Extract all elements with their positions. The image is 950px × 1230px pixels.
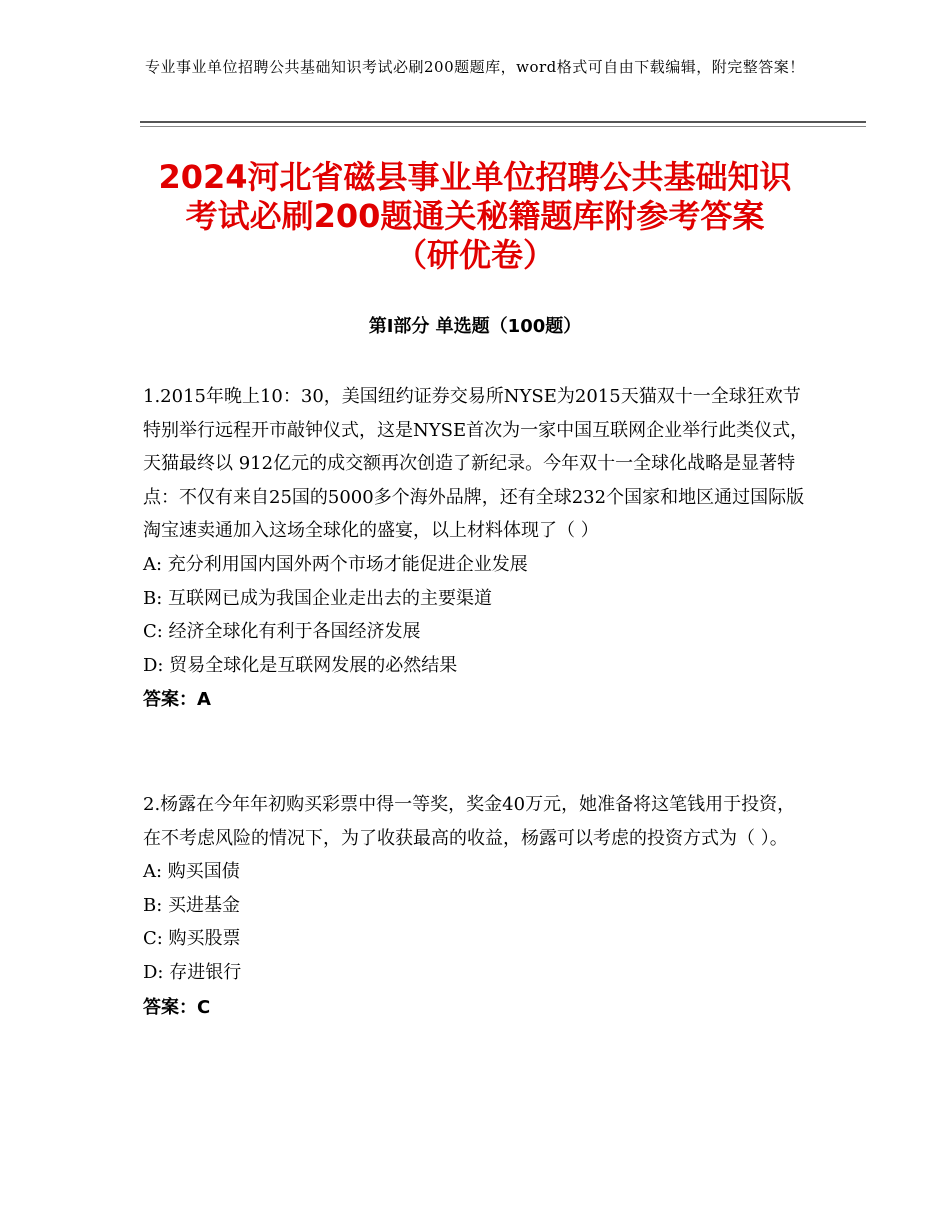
document-title [110,158,840,275]
answer-label: 答案：C [143,996,211,1018]
question-stem: 1.2015年晚上10：30，美国纽约证券交易所NYSE为2015天猫双十一全球狂欢节特别举行远程开市敲钟仪式，这是NYSE首次为一家中国互联网企业举行此类仪式，天猫最终以 912亿元的成交额再次创造了新纪录。今年双十一全球化战略是显著特点：不仅有来自25国的5000多个海外品牌，还有全球232个国家和地区通过国际版淘宝速卖通加入这场全球化的盛宴，以上材料体现了（ ） [143,386,809,542]
header-note: 专业事业单位招聘公共基础知识考试必刷200题题库，word格式可自由下载编辑，附完整答案！ [145,58,805,76]
title-line-3: （研优卷） [394,236,555,274]
option-b: B: 买进基金 [143,894,241,916]
option-d: D: 贸易全球化是互联网发展的必然结果 [143,654,458,676]
option-b: B: 互联网已成为我国企业走出去的主要渠道 [143,587,493,609]
title-line-1: 2024河北省磁县事业单位招聘公共基础知识 [158,158,792,196]
option-a: A: 购买国债 [143,861,240,883]
question-stem: 2.杨露在今年年初购买彩票中得一等奖，奖金40万元，她准备将这笔钱用于投资，在不考虑风险的情况下，为了收获最高的收益，杨露可以考虑的投资方式为（ ）。 [143,794,796,849]
question-2 [143,788,813,1026]
title-line-2: 考试必刷200题通关秘籍题库附参考答案 [185,197,765,235]
header-rule-thin [140,126,866,127]
answer-label: 答案：A [143,689,211,711]
option-c: C: 经济全球化有利于各国经济发展 [143,621,421,643]
option-a: A: 充分利用国内国外两个市场才能促进企业发展 [143,553,528,575]
option-d: D: 存进银行 [143,961,242,983]
question-1 [143,380,813,718]
section-heading: 第Ⅰ部分 单选题（100题） [368,316,582,337]
header-rule-thick [140,121,866,123]
option-c: C: 购买股票 [143,928,241,950]
